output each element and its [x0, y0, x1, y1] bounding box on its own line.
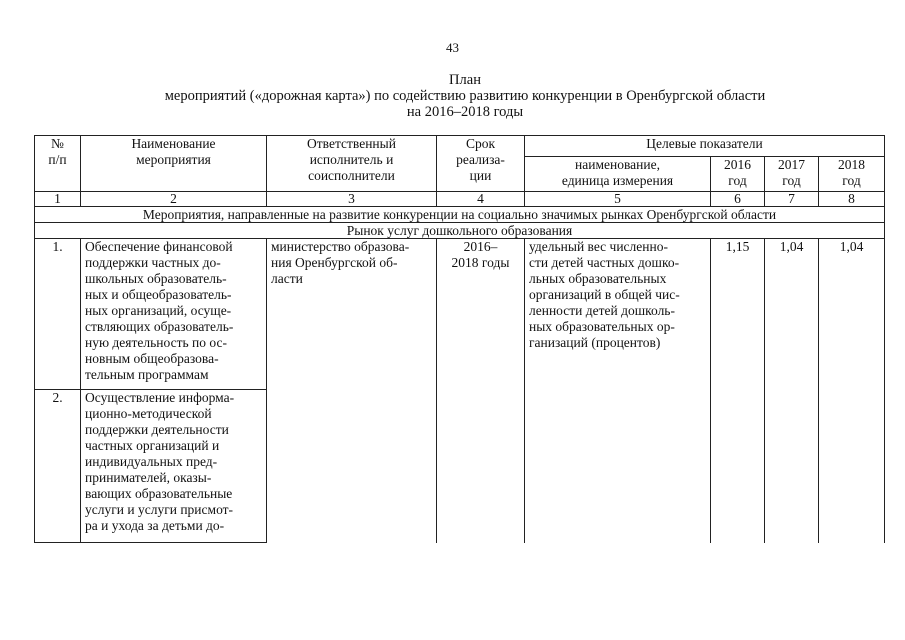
row-number: 1.: [35, 239, 81, 390]
indicator-line: сти детей частных дошко-: [529, 255, 680, 270]
section-title: Мероприятия, направленные на развитие конкуренции на социально значимых рынках Оренбургской области: [35, 207, 885, 223]
measure-name: [81, 390, 267, 543]
title-line-1: План: [449, 72, 481, 88]
column-number: 7: [765, 192, 819, 207]
value-2017: 1,04: [765, 239, 819, 543]
term-line: 2016–: [463, 239, 498, 254]
measure-name-line: ных организаций, осуще-: [85, 303, 232, 318]
responsible-line: ласти: [271, 271, 303, 286]
header-term-line: реализа-: [456, 152, 505, 167]
measure-name-line: индивидуальных пред-: [85, 454, 218, 469]
subsection-title: Рынок услуг дошкольного образования: [35, 223, 885, 239]
header-name: [81, 136, 267, 192]
indicator-line: ных образовательных ор-: [529, 319, 675, 334]
measure-name-line: ра и ухода за детьми до-: [85, 518, 225, 533]
column-number: 3: [267, 192, 437, 207]
column-number: 5: [525, 192, 711, 207]
header-responsible: [267, 136, 437, 192]
column-number: 6: [711, 192, 765, 207]
header-responsible-line: Ответственный: [307, 136, 396, 151]
section-row: [35, 207, 885, 223]
measure-name-line: ных и общеобразователь-: [85, 287, 232, 302]
roadmap-table: [34, 135, 885, 543]
measure-name-line: вающих образовательные: [85, 486, 233, 501]
title-line-3: на 2016–2018 годы: [406, 104, 524, 120]
indicator-line: ленности детей дошколь-: [529, 303, 675, 318]
header-indicator: [525, 157, 711, 192]
header-num-line: №: [51, 136, 64, 151]
indicator-line: удельный вес численно-: [529, 239, 668, 254]
measure-name-line: ционно-методической: [85, 406, 212, 421]
header-responsible-line: соисполнители: [308, 168, 395, 183]
document-title: [0, 72, 905, 120]
header-year-line: 2017: [778, 157, 805, 172]
measure-name-line: тельным программам: [85, 367, 209, 382]
header-indicator-line: единица измерения: [561, 173, 674, 188]
header-num-line: п/п: [48, 152, 67, 167]
column-number: 4: [437, 192, 525, 207]
header-name-line: Наименование: [131, 136, 216, 151]
indicator-line: льных образовательных: [529, 271, 667, 286]
header-2016: [711, 157, 765, 192]
indicator-line: ганизаций (процентов): [529, 335, 661, 350]
indicator-name: [525, 239, 711, 543]
measure-name-line: ствляющих образователь-: [85, 319, 234, 334]
column-number: 1: [35, 192, 81, 207]
subsection-row: [35, 223, 885, 239]
header-term: [437, 136, 525, 192]
measure-name-line: услуги и услуги присмот-: [85, 502, 234, 517]
row-number: 2.: [35, 390, 81, 543]
header-indicator-line: наименование,: [575, 157, 660, 172]
header-targets: Целевые показатели: [525, 136, 885, 157]
header-year-line: год: [728, 173, 747, 188]
header-row-1: [35, 136, 885, 157]
header-2017: [765, 157, 819, 192]
table-row: [35, 239, 885, 390]
page-number: 43: [446, 40, 459, 55]
header-name-line: мероприятия: [136, 152, 211, 167]
title-line-2: мероприятий («дорожная карта») по содействию развитию конкуренции в Оренбургской области: [164, 88, 766, 104]
measure-name-line: Осуществление информа-: [85, 390, 235, 405]
implementation-term: [437, 239, 525, 543]
header-year-line: год: [782, 173, 801, 188]
measure-name-line: школьных образователь-: [85, 271, 227, 286]
header-responsible-line: исполнитель и: [309, 152, 394, 167]
column-number-row: [35, 192, 885, 207]
measure-name-line: принимателей, оказы-: [85, 470, 212, 485]
responsible-executor: [267, 239, 437, 543]
value-2016: 1,15: [711, 239, 765, 543]
header-term-line: ции: [469, 168, 492, 183]
header-year-line: 2016: [724, 157, 751, 172]
header-year-line: год: [842, 173, 861, 188]
measure-name-line: ную деятельность по ос-: [85, 335, 227, 350]
term-line: 2018 годы: [451, 255, 510, 270]
header-2018: [819, 157, 885, 192]
value-2018: 1,04: [819, 239, 885, 543]
measure-name-line: частных организаций и: [85, 438, 220, 453]
measure-name-line: новным общеобразова-: [85, 351, 219, 366]
measure-name-line: поддержки деятельности: [85, 422, 229, 437]
measure-name: [81, 239, 267, 390]
measure-name-line: поддержки частных до-: [85, 255, 221, 270]
measure-name-line: Обеспечение финансовой: [85, 239, 233, 254]
responsible-line: ния Оренбургской об-: [271, 255, 398, 270]
header-term-line: Срок: [465, 136, 496, 151]
column-number: 8: [819, 192, 885, 207]
responsible-line: министерство образова-: [271, 239, 410, 254]
header-year-line: 2018: [838, 157, 865, 172]
column-number: 2: [81, 192, 267, 207]
indicator-line: организаций в общей чис-: [529, 287, 680, 302]
header-num: [35, 136, 81, 192]
